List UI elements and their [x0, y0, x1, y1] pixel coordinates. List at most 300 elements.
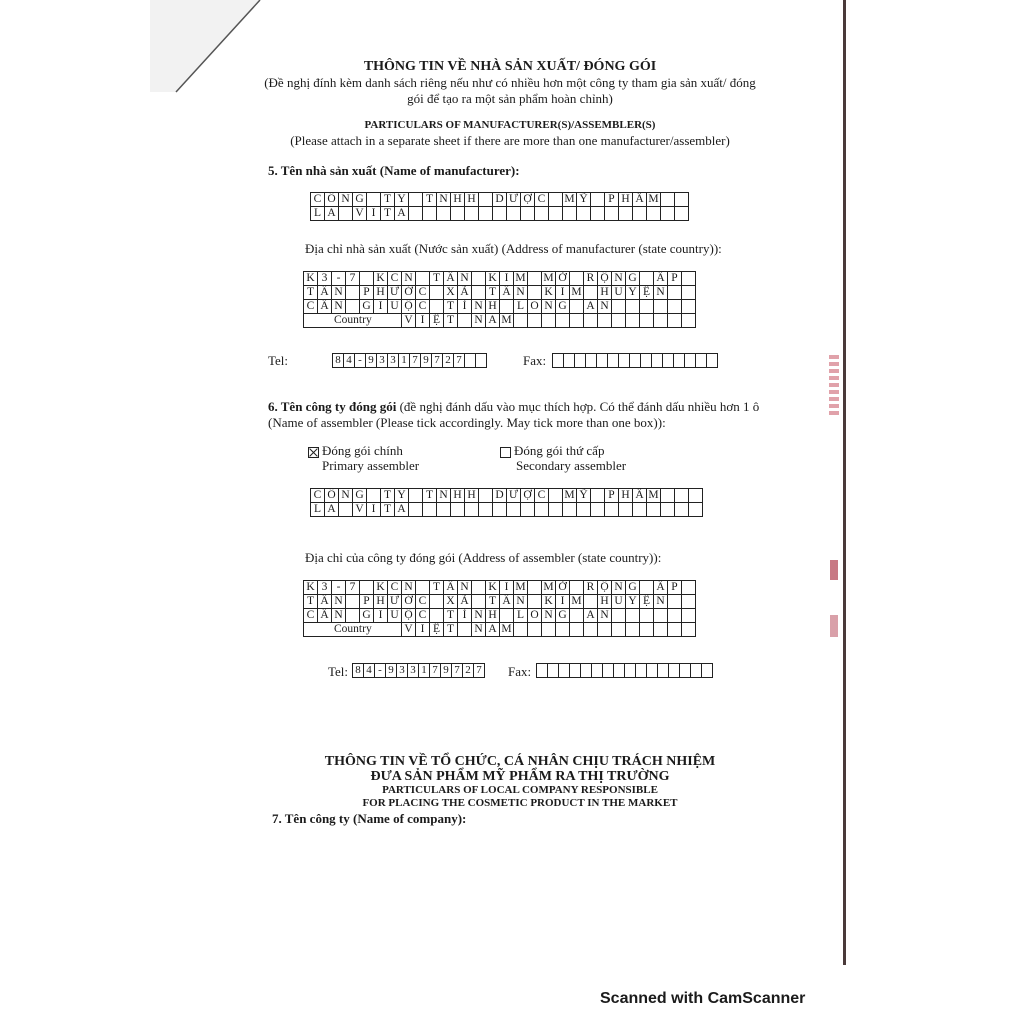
assembler-fax-boxes: [536, 663, 713, 678]
box-cell: 2: [463, 664, 474, 678]
grid-cell: M: [648, 489, 659, 501]
manufacturer-section-note-vi-1: (Đề nghị đính kèm danh sách riêng nếu như có nhiều hơn một công ty tham gia sản xuất/ đóng: [264, 75, 756, 90]
country-cell: T: [444, 314, 458, 328]
secondary-assembler-option[interactable]: [500, 443, 604, 459]
grid-cell: [682, 300, 696, 314]
box-cell: [592, 664, 603, 678]
grid-cell: [647, 503, 661, 517]
assembler-label-1: 6. Tên công ty đóng gói (đề nghị đánh dấu vào mục thích hợp. Có thể đánh dấu nhiều hơn 1 ô: [268, 399, 760, 414]
country-cell: I: [416, 314, 430, 328]
grid-cell: P: [668, 581, 682, 595]
grid-cell: H: [465, 489, 479, 503]
country-row: [304, 314, 696, 328]
grid-cell: M: [564, 193, 575, 205]
grid-cell: [577, 503, 591, 517]
country-cell: Ệ: [430, 314, 444, 328]
grid-cell: [563, 207, 577, 221]
camscanner-watermark: Scanned with CamScanner: [600, 990, 806, 1007]
grid-cell: [437, 503, 451, 517]
grid-cell: N: [402, 581, 416, 595]
grid-cell: Ư: [388, 595, 402, 609]
grid-cell: M: [515, 581, 526, 593]
grid-cell: [430, 595, 444, 609]
country-cell: [598, 623, 612, 637]
grid-cell: T: [423, 193, 437, 207]
grid-cell: Ỉ: [458, 609, 472, 623]
grid-cell: T: [486, 595, 500, 609]
grid-cell: Â: [444, 581, 458, 595]
grid-cell: M: [543, 272, 554, 284]
box-cell: 4: [364, 664, 375, 678]
grid-cell: [507, 503, 521, 517]
grid-cell: [668, 609, 682, 623]
grid-cell: [682, 286, 696, 300]
grid-cell: N: [332, 300, 346, 314]
box-cell: 9: [421, 354, 432, 368]
grid-cell: G: [626, 581, 640, 595]
grid-cell: [591, 193, 605, 207]
grid-cell: [451, 503, 465, 517]
grid-cell: R: [584, 581, 598, 595]
box-cell: 3: [388, 354, 399, 368]
grid-cell: [500, 609, 514, 623]
country-cell: [542, 623, 556, 637]
grid-cell: T: [444, 300, 458, 314]
grid-cell: Ộ: [598, 272, 612, 286]
grid-cell: K: [486, 581, 500, 595]
grid-cell: [626, 300, 640, 314]
grid-cell: [640, 581, 654, 595]
grid-cell: P: [360, 286, 374, 300]
grid-cell: M: [571, 595, 582, 607]
box-cell: [663, 354, 674, 368]
manufacturer-fax-boxes: [552, 353, 718, 368]
grid-cell: 7: [346, 272, 360, 286]
grid-cell: 3: [318, 581, 332, 595]
grid-cell: M: [571, 286, 582, 298]
box-cell: [674, 354, 685, 368]
grid-cell: K: [304, 272, 318, 286]
manufacturer-section-title-en: PARTICULARS OF MANUFACTURER(S)/ASSEMBLER(S): [364, 119, 656, 131]
grid-cell: [619, 503, 633, 517]
box-row: [353, 664, 485, 678]
grid-cell: Â: [318, 286, 332, 300]
grid-cell: [584, 595, 598, 609]
grid-cell: C: [311, 193, 325, 207]
grid-cell: [668, 286, 682, 300]
grid-cell: [591, 207, 605, 221]
country-cell: V: [402, 314, 416, 328]
grid-cell: A: [584, 609, 598, 623]
manufacturer-address-grid: [303, 271, 696, 328]
grid-cell: Â: [318, 595, 332, 609]
grid-cell: U: [388, 300, 402, 314]
grid-cell: Ộ: [598, 581, 612, 595]
country-cell: [570, 314, 584, 328]
grid-cell: N: [437, 489, 451, 503]
country-cell: [640, 314, 654, 328]
box-cell: 3: [377, 354, 388, 368]
grid-row: [304, 581, 696, 595]
assembler-tel-boxes: [352, 663, 485, 678]
grid-cell: [591, 489, 605, 503]
grid-cell: C: [304, 609, 318, 623]
country-cell: [514, 623, 528, 637]
grid-cell: [521, 207, 535, 221]
grid-cell: [472, 272, 486, 286]
manufacturer-tel-boxes: [332, 353, 487, 368]
grid-cell: N: [654, 595, 668, 609]
grid-cell: I: [500, 581, 514, 595]
grid-cell: [584, 286, 598, 300]
grid-cell: N: [514, 286, 528, 300]
grid-cell: P: [360, 595, 374, 609]
country-cell: T: [444, 623, 458, 637]
grid-cell: Â: [500, 286, 514, 300]
grid-cell: Ở: [556, 581, 570, 595]
assembler-fax-label: Fax:: [508, 664, 532, 679]
grid-cell: I: [556, 286, 570, 300]
grid-cell: N: [654, 286, 668, 300]
grid-cell: T: [304, 595, 318, 609]
box-cell: [597, 354, 608, 368]
grid-cell: I: [374, 300, 388, 314]
grid-cell: [689, 489, 703, 503]
box-cell: [603, 664, 614, 678]
box-cell: 7: [432, 354, 443, 368]
grid-cell: [640, 272, 654, 286]
grid-cell: C: [416, 286, 430, 300]
country-cell: [556, 623, 570, 637]
grid-row: [304, 609, 696, 623]
grid-cell: K: [542, 286, 556, 300]
grid-cell: [661, 207, 675, 221]
grid-cell: [346, 300, 360, 314]
grid-cell: C: [535, 489, 549, 503]
box-cell: 7: [474, 664, 485, 678]
grid-cell: [346, 286, 360, 300]
grid-cell: T: [381, 489, 395, 503]
grid-cell: V: [353, 503, 367, 517]
grid-cell: [472, 581, 486, 595]
grid-cell: N: [598, 609, 612, 623]
grid-cell: P: [668, 272, 682, 286]
grid-cell: N: [437, 193, 451, 207]
country-cell: N: [472, 623, 486, 637]
manufacturer-section-note-en: (Please attach in a separate sheet if there are more than one manufacturer/assembler): [290, 133, 730, 148]
grid-cell: [654, 300, 668, 314]
grid-cell: H: [598, 286, 612, 300]
grid-cell: U: [612, 286, 626, 300]
grid-cell: G: [556, 609, 570, 623]
box-cell: [652, 354, 663, 368]
grid-cell: [409, 207, 423, 221]
box-cell: [707, 354, 718, 368]
box-cell: [636, 664, 647, 678]
grid-cell: [626, 609, 640, 623]
country-cell: [654, 623, 668, 637]
manufacturer-section-note-vi-2: gói để tạo ra một sản phẩm hoàn chỉnh): [407, 91, 613, 106]
grid-cell: [423, 503, 437, 517]
grid-cell: A: [325, 207, 339, 221]
box-cell: 9: [386, 664, 397, 678]
grid-cell: C: [304, 300, 318, 314]
grid-cell: O: [528, 609, 542, 623]
grid-cell: N: [514, 595, 528, 609]
grid-cell: [668, 595, 682, 609]
manufacturer-fax-label: Fax:: [523, 353, 547, 368]
grid-cell: [528, 581, 542, 595]
grid-cell: K: [542, 595, 556, 609]
grid-cell: N: [598, 300, 612, 314]
grid-cell: N: [332, 609, 346, 623]
grid-cell: X: [444, 595, 458, 609]
country-cell: [514, 314, 528, 328]
box-cell: 1: [419, 664, 430, 678]
grid-cell: G: [360, 300, 374, 314]
country-cell: [458, 623, 472, 637]
box-cell: [625, 664, 636, 678]
box-cell: [630, 354, 641, 368]
grid-cell: [339, 207, 353, 221]
manufacturer-address-label: Địa chỉ nhà sản xuất (Nước sản xuất) (Address of manufacturer (state country)):: [305, 241, 722, 256]
grid-cell: N: [332, 595, 346, 609]
box-cell: 1: [399, 354, 410, 368]
country-cell: [528, 314, 542, 328]
primary-assembler-checkbox[interactable]: [308, 447, 319, 458]
page-right-edge: [843, 0, 846, 965]
grid-cell: [570, 272, 584, 286]
grid-cell: [465, 207, 479, 221]
grid-cell: P: [605, 489, 619, 503]
assembler-address-label: Địa chỉ của công ty đóng gói (Address of assembler (state country)):: [305, 550, 662, 565]
grid-cell: [479, 193, 493, 207]
grid-cell: [535, 207, 549, 221]
grid-cell: H: [374, 595, 388, 609]
grid-cell: [605, 503, 619, 517]
box-cell: [691, 664, 702, 678]
grid-cell: Ẩ: [633, 193, 647, 207]
box-cell: 8: [333, 354, 344, 368]
grid-cell: M: [515, 272, 526, 284]
grid-row: [311, 489, 703, 503]
grid-cell: [339, 503, 353, 517]
grid-cell: P: [605, 193, 619, 207]
grid-cell: Ệ: [640, 286, 654, 300]
grid-cell: -: [332, 581, 346, 595]
grid-cell: Â: [500, 595, 514, 609]
grid-cell: V: [353, 207, 367, 221]
box-cell: [614, 664, 625, 678]
grid-cell: [493, 207, 507, 221]
grid-row: [304, 272, 696, 286]
grid-cell: Ợ: [521, 489, 535, 503]
grid-cell: [346, 595, 360, 609]
primary-assembler-label-vi: Đóng gói chính: [322, 443, 403, 458]
grid-cell: T: [423, 489, 437, 503]
country-cell: I: [416, 623, 430, 637]
grid-cell: N: [339, 193, 353, 207]
grid-cell: K: [304, 581, 318, 595]
box-row: [537, 664, 713, 678]
country-cell: [584, 314, 598, 328]
local-section-title-en-2: FOR PLACING THE COSMETIC PRODUCT IN THE MARKET: [362, 797, 678, 809]
grid-cell: T: [381, 207, 395, 221]
grid-cell: [507, 207, 521, 221]
grid-cell: Ầ: [318, 609, 332, 623]
assembler-tel-label: Tel:: [328, 664, 349, 679]
grid-row: [304, 286, 696, 300]
primary-assembler-option[interactable]: [308, 443, 403, 459]
grid-cell: Ớ: [402, 595, 416, 609]
grid-cell: [577, 207, 591, 221]
grid-cell: C: [416, 300, 430, 314]
box-cell: 7: [410, 354, 421, 368]
grid-cell: X: [444, 286, 458, 300]
grid-cell: [528, 595, 542, 609]
primary-assembler-label-en: Primary assembler: [322, 458, 420, 473]
box-cell: [658, 664, 669, 678]
grid-cell: I: [367, 503, 381, 517]
grid-cell: N: [472, 609, 486, 623]
grid-cell: [465, 503, 479, 517]
grid-row: [311, 207, 689, 221]
stamp-fragment-1: [829, 355, 839, 415]
country-cell: [654, 314, 668, 328]
grid-cell: [367, 489, 381, 503]
grid-cell: [416, 581, 430, 595]
grid-cell: T: [430, 581, 444, 595]
grid-cell: Ẩ: [633, 489, 647, 503]
secondary-assembler-label-en: Secondary assembler: [516, 458, 627, 473]
grid-cell: N: [472, 300, 486, 314]
assembler-address-grid: [303, 580, 696, 637]
grid-cell: H: [451, 489, 465, 503]
grid-cell: Y: [395, 193, 409, 207]
grid-cell: I: [367, 207, 381, 221]
grid-cell: [528, 272, 542, 286]
country-cell: [626, 623, 640, 637]
grid-cell: T: [430, 272, 444, 286]
grid-cell: G: [626, 272, 640, 286]
grid-cell: 3: [318, 272, 332, 286]
grid-cell: [661, 503, 675, 517]
grid-cell: [612, 300, 626, 314]
grid-cell: [479, 489, 493, 503]
grid-cell: [661, 489, 675, 503]
grid-cell: L: [514, 609, 528, 623]
country-cell: M: [501, 623, 512, 635]
grid-cell: Ộ: [402, 300, 416, 314]
grid-cell: Ấ: [654, 581, 668, 595]
grid-cell: T: [486, 286, 500, 300]
box-cell: 4: [344, 354, 355, 368]
box-cell: 3: [408, 664, 419, 678]
country-cell: V: [402, 623, 416, 637]
box-cell: [559, 664, 570, 678]
box-cell: 7: [454, 354, 465, 368]
grid-cell: [416, 272, 430, 286]
country-cell: [612, 314, 626, 328]
grid-cell: 7: [346, 581, 360, 595]
grid-cell: C: [311, 489, 325, 503]
box-cell: 9: [366, 354, 377, 368]
country-cell: [584, 623, 598, 637]
grid-cell: Ã: [458, 286, 472, 300]
assembler-label-2: (Name of assembler (Please tick accordingly. May tick more than one box)):: [268, 415, 666, 430]
grid-cell: O: [528, 300, 542, 314]
grid-cell: I: [374, 609, 388, 623]
grid-cell: [570, 300, 584, 314]
grid-cell: Y: [626, 595, 640, 609]
grid-cell: T: [381, 503, 395, 517]
grid-cell: Ớ: [402, 286, 416, 300]
country-cell: [570, 623, 584, 637]
box-cell: [685, 354, 696, 368]
grid-cell: [521, 503, 535, 517]
grid-cell: G: [353, 193, 367, 207]
grid-cell: [549, 489, 563, 503]
country-cell: [556, 314, 570, 328]
country-cell: [640, 623, 654, 637]
grid-cell: [409, 489, 423, 503]
box-row: [333, 354, 487, 368]
grid-cell: [409, 503, 423, 517]
grid-cell: [430, 286, 444, 300]
box-cell: -: [355, 354, 366, 368]
grid-row: [311, 503, 703, 517]
country-cell: A: [486, 623, 500, 637]
country-cell: [612, 623, 626, 637]
stamp-fragment-3: [830, 615, 838, 637]
grid-row: [304, 300, 696, 314]
grid-cell: [500, 300, 514, 314]
box-row: [553, 354, 718, 368]
grid-cell: A: [395, 207, 409, 221]
grid-cell: H: [619, 193, 633, 207]
grid-cell: [633, 503, 647, 517]
country-cell: [668, 623, 682, 637]
grid-cell: D: [493, 489, 507, 503]
box-cell: 9: [441, 664, 452, 678]
country-cell: [682, 314, 696, 328]
grid-cell: [675, 193, 689, 207]
grid-cell: N: [332, 286, 346, 300]
grid-cell: [633, 207, 647, 221]
grid-cell: Ở: [556, 272, 570, 286]
grid-cell: [563, 503, 577, 517]
manufacturer-tel-label: Tel:: [268, 353, 289, 368]
box-cell: [696, 354, 707, 368]
grid-cell: C: [388, 272, 402, 286]
secondary-assembler-label-vi: Đóng gói thứ cấp: [514, 443, 605, 458]
company-name-label: 7. Tên công ty (Name of company):: [272, 811, 467, 826]
grid-cell: Ầ: [318, 300, 332, 314]
grid-cell: [570, 609, 584, 623]
grid-cell: M: [564, 489, 575, 501]
grid-cell: Ỹ: [577, 489, 591, 503]
country-cell: [542, 314, 556, 328]
grid-cell: [640, 300, 654, 314]
grid-cell: [619, 207, 633, 221]
box-cell: [537, 664, 548, 678]
local-section-title-vi-2: ĐƯA SẢN PHẨM MỸ PHẨM RA THỊ TRƯỜNG: [370, 769, 670, 784]
grid-cell: [367, 193, 381, 207]
grid-cell: A: [584, 300, 598, 314]
box-cell: 7: [452, 664, 463, 678]
grid-cell: Ã: [458, 595, 472, 609]
secondary-assembler-checkbox[interactable]: [500, 447, 511, 458]
